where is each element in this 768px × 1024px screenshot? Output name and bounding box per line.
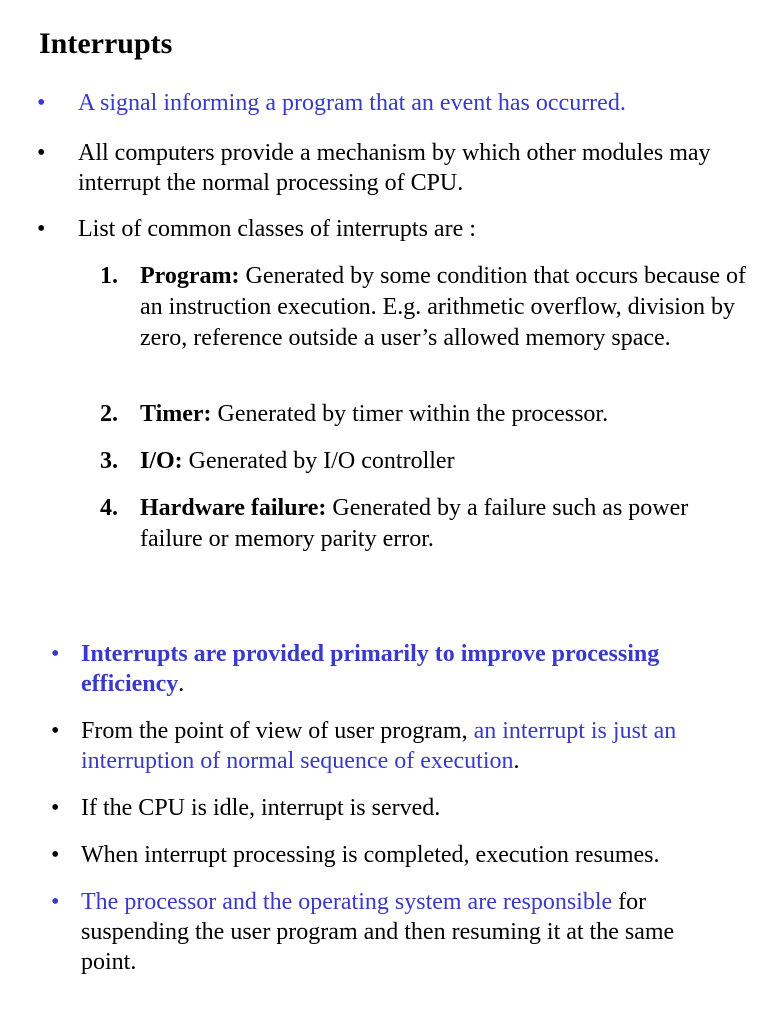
class-description: Generated by I/O controller — [182, 448, 455, 474]
bullet-text — [81, 639, 721, 699]
list-number: 2. — [100, 401, 118, 427]
class-name: Hardware failure: — [140, 495, 327, 521]
class-description: Generated by some condition that occurs because of an instruction execution. E.g. arithmetic overflow, division by zero, reference outside a user’s allowed memory space. — [140, 263, 746, 351]
bullet-dot: • — [51, 641, 60, 667]
bullet-text: A signal informing a program that an event has occurred. — [78, 90, 626, 116]
bullet-dot: • — [51, 718, 60, 744]
list-number: 3. — [100, 448, 118, 474]
class-name: Timer: — [140, 401, 212, 427]
bullet-text: List of common classes of interrupts are : — [78, 216, 476, 242]
bullet-rest: for suspending the user program and then resuming it at the same point. — [81, 889, 675, 975]
bullet-dot: • — [37, 216, 46, 242]
bullet-rest: . — [513, 748, 520, 774]
list-text — [140, 399, 750, 430]
list-text — [140, 446, 750, 477]
bullet-prefix: From the point of view of user program, — [81, 718, 474, 744]
bullet-text — [81, 887, 731, 977]
list-text — [140, 493, 740, 555]
bullet-dot: • — [37, 140, 46, 166]
page-title: Interrupts — [39, 27, 173, 60]
class-description: Generated by a failure such as power failure or memory parity error. — [140, 495, 689, 552]
bullet-dot: • — [51, 795, 60, 821]
list-number: 4. — [100, 495, 118, 521]
class-description: Generated by timer within the processor. — [211, 401, 609, 427]
bullet-text — [81, 716, 741, 776]
bullet-dot: • — [37, 90, 46, 116]
class-name: I/O: — [140, 448, 183, 474]
bullet-highlight: Interrupts are provided primarily to improve processing efficiency — [81, 641, 660, 697]
bullet-text: If the CPU is idle, interrupt is served. — [81, 795, 441, 821]
list-number: 1. — [100, 263, 118, 289]
bullet-rest: . — [178, 671, 185, 697]
bullet-highlight: an interrupt is just an interruption of normal sequence of execution — [81, 718, 677, 774]
list-text — [140, 261, 750, 354]
bullet-highlight: The processor and the operating system are responsible — [81, 889, 613, 915]
bullet-dot: • — [51, 842, 60, 868]
bullet-dot: • — [51, 889, 60, 915]
bullet-text: All computers provide a mechanism by which other modules may interrupt the normal processing of CPU. — [78, 140, 711, 196]
bullet-text: When interrupt processing is completed, execution resumes. — [81, 842, 660, 868]
class-name: Program: — [140, 263, 240, 289]
